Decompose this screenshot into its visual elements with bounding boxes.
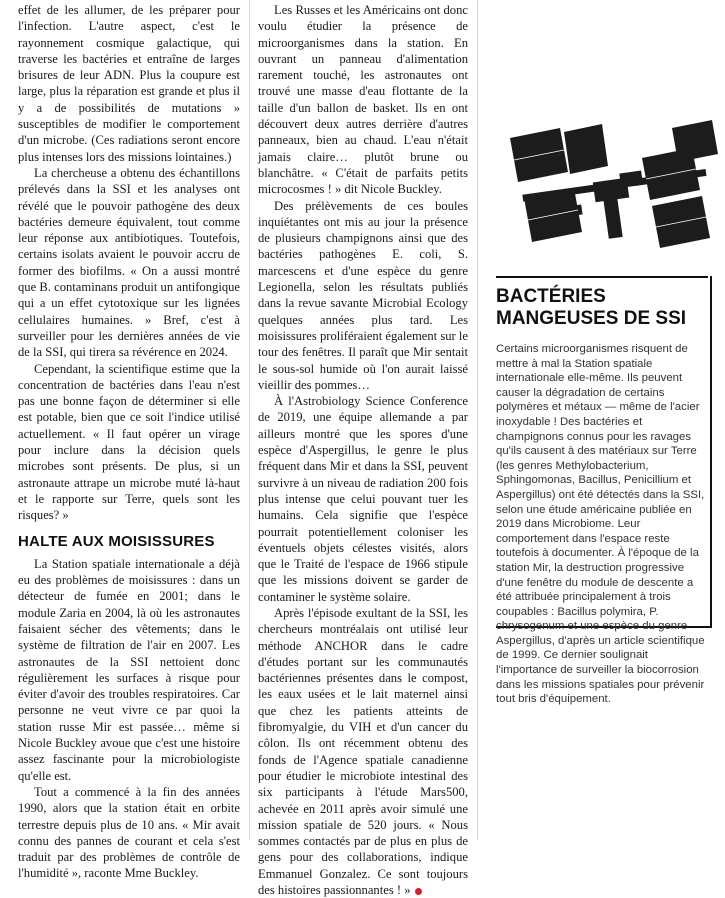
column-divider: [249, 0, 250, 840]
paragraph: La Station spatiale internationale a déjà eu des problèmes de moisissures : dans un détecteur de fumée en 2001; dans le module Zaria en 2004, là où les astronautes faisaient sécher des vêtements; dans le système de filtration de l'air en 2007. Les astronautes de la SSI nettoient donc régulièrement les surfaces à risque pour éviter d'avoir des troubles respiratoires. Car personne ne veut vivre ce par quoi la station russe Mir est passée… même si Nicole Buckley avoue que c'est une histoire assez fascinante pour la microbiologiste qu'elle est.: [18, 556, 240, 783]
article-column-1: [18, 2, 240, 882]
box-right-rule: [710, 276, 712, 628]
paragraph: Cependant, la scientifique estime que la concentration de bactéries dans l'eau n'est pas une bonne façon de déterminer si elle est potable, bien que ce soit l'indice utilisé actuellement. « Il faut opérer un virage pour inclure dans la décision quels microbes sont présents. De plus, si un astronaute attrape un microbe muté là-haut et le rapporte sur Terre, quels sont les risques? »: [18, 361, 240, 523]
paragraph: À l'Astrobiology Science Conference de 2019, une équipe allemande a par ailleurs montré que les spores d'une espèce d'Aspergillus, le genre le plus fréquent dans Mir et dans la SSI, peuvent survivre à un niveau de radiation 200 fois plus intense que celui pouvant tuer les humains. Cela signifie que l'espèce pourrait potentiellement coloniser les éventuels objets célestes visités, alors que le Traité de l'espace de 1966 stipule que les missions doivent se garder de contaminer le système solaire.: [258, 394, 468, 604]
end-of-article-dot-icon: [415, 888, 422, 895]
paragraph: Des prélèvements de ces boules inquiétantes ont mis au jour la présence de plusieurs champignons ainsi que des bactéries pathogènes E. coli, S. marcescens et d'une espèce du genre Legionella, selon les résultats publiés dans la revue savante Microbial Ecology quelques années plus tard. Les moisissures proliféraient également sur le tour des fenêtres. Il paraît que Mir sentait le sous-sol humide où l'on aurait laissé vieillir des pommes…: [258, 198, 468, 392]
sidebar-title-line: BACTÉRIES: [496, 286, 606, 307]
paragraph: La chercheuse a obtenu des échantillons prélevés dans la SSI et les analyses ont révélé que le pouvoir pathogène des deux bactéries demeure équivalent, tout comme leur réponse aux antibiotiques. Toutefois, certains isolats avaient le pouvoir accru de former des biofilms. « On a aussi montré que B. contaminans produit un antifongique qui a un effet cytotoxique sur les lignées cellulaires humaines. » Bref, c'est à surveiller pour les dernières années de vie de la SSI, qui tirera sa révérence en 2024.: [18, 165, 240, 360]
article-column-2: [258, 2, 468, 898]
space-station-icon: [502, 120, 724, 260]
paragraph-text: Après l'épisode exultant de la SSI, les chercheurs montréalais ont utilisé leur méthode ANCHOR dans le cadre d'études portant sur les communautés bactériennes présentes dans le compost, les eaux usées et le lait maternel ainsi que chez les patients atteints de fibromyalgie, du VIH et d'un cancer du côlon. Ils ont récemment obtenu des fonds de l'Agence spatiale canadienne pour étudier le microbiote intestinal des six participants à l'étude Mars500, achevée en 2011 après avoir simulé une mission spatiale de 520 jours. « Nous sommes contactés par de plus en plus de gens pour des collaborations, indique Emmanuel Gonzalez. Ce sont toujours des histoires passionnantes ! »: [258, 605, 468, 898]
paragraph: effet de les allumer, de les préparer pour l'infection. L'autre aspect, c'est le rayonnement cosmique galactique, qui traverse les bactéries et entraîne de larges brisures de leur ADN. Plus la coupure est large, plus la réparation est grande et plus il y a de possibilités de mutations » susceptibles de modifier le comportement d'un microbe. (Ces radiations seront encore plus intenses lors des missions lointaines.): [18, 3, 240, 164]
paragraph: Les Russes et les Américains ont donc voulu étudier la présence de microorganismes dans la station. En ouvrant un panneau d'alimentation rarement touché, les astronautes ont trouvé une masse d'eau flottante de la taille d'un ballon de basket. Ils en ont découvert deux autres derrière d'autres panneaux, bien au chaud. L'eau n'était jamais claire… plutôt brune ou blanchâtre. « C'était de parfaits petits microcosmes ! » dit Nicole Buckley.: [258, 3, 468, 197]
sidebar-body: Certains microorganismes risquent de mettre à mal la Station spatiale internationale elle-même. Ils peuvent causer la dégradation de certains polymères et métaux — même de l'acier inoxydable ! Des bactéries et champignons connus pour les ravages qu'ils causent à des matériaux sur Terre (les genres Methylobacterium, Sphingomonas, Bacillus, Penicillium et Aspergillus) ont été détectés dans la SSI, selon une étude américaine publiée en 2019 dans Microbiome. Leur comportement dans l'espace reste toutefois à documenter. À l'époque de la station Mir, la destruction progressive d'une fenêtre du module de descente a été attribuée principalement à trois coupables : Bacillus polymira, P. chrysogenum et une espèce du genre Aspergillus, d'après un article scientifique de 1999. Ce dernier soulignait l'importance de surveiller la biocorrosion dans les missions spatiales pour prévenir tout bris d'équipement.: [496, 343, 705, 706]
sidebar-box: [480, 0, 725, 840]
section-heading: HALTE AUX MOISISSURES: [18, 532, 215, 550]
box-top-rule: [496, 276, 708, 278]
paragraph: Tout a commencé à la fin des années 1990, alors que la station était en orbite terrestre depuis plus de 10 ans. « Mir avait connu des pannes de courant et cela s'est traduit par des problèmes de contrôle de l'humidité », raconte Mme Buckley.: [18, 784, 240, 881]
sidebar-title: [496, 286, 706, 330]
paragraph: [258, 605, 468, 898]
sidebar-title-line: MANGEUSES DE SSI: [496, 308, 687, 329]
column-divider: [477, 0, 478, 840]
